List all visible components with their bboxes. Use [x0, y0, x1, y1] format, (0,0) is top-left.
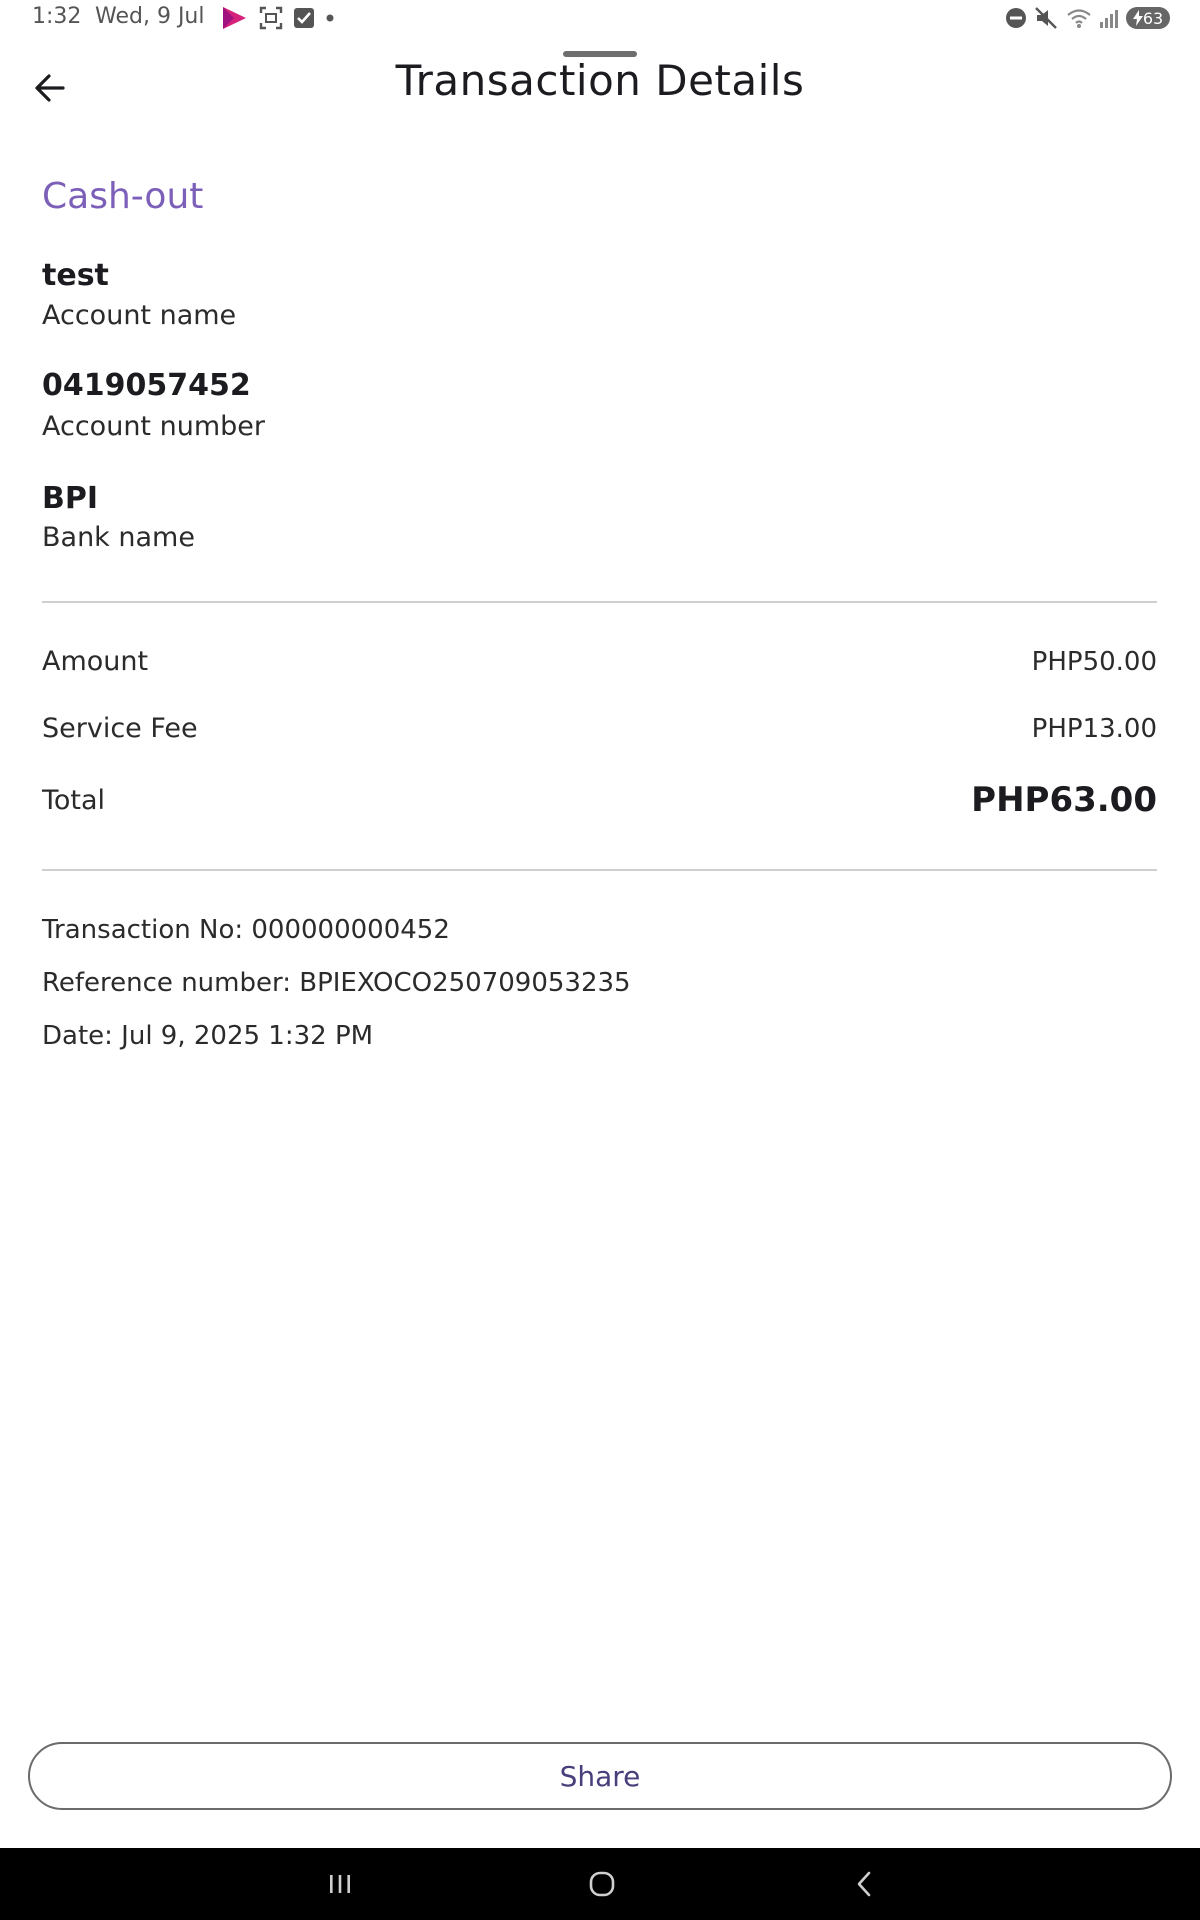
- transaction-date: Date: Jul 9, 2025 1:32 PM: [42, 1021, 374, 1051]
- nav-back-button[interactable]: [834, 1864, 894, 1904]
- service-fee-label: Service Fee: [42, 713, 198, 744]
- do-not-disturb-icon: [1004, 6, 1028, 30]
- bank-name-label: Bank name: [42, 522, 195, 553]
- reference-number: Reference number: BPIEXOCO250709053235: [42, 968, 631, 998]
- mute-icon: [1034, 6, 1060, 30]
- system-status-icons: [1004, 4, 1170, 32]
- amount-value: PHP50.00: [1031, 647, 1157, 677]
- wifi-icon: [1066, 6, 1092, 30]
- system-navigation-bar: [0, 1848, 1200, 1920]
- transaction-number: Transaction No: 000000000452: [42, 915, 450, 945]
- status-date: Wed, 9 Jul: [95, 4, 205, 29]
- signal-icon: [1098, 6, 1120, 30]
- bank-name-value: BPI: [42, 481, 99, 516]
- status-bar: [0, 0, 1200, 36]
- account-number-label: Account number: [42, 411, 265, 442]
- notification-icons: [220, 4, 336, 32]
- account-name-value: test: [42, 258, 109, 293]
- divider-bottom: [42, 869, 1157, 871]
- play-store-icon: [220, 5, 250, 31]
- battery-indicator: [1126, 7, 1170, 29]
- more-notifications-dot-icon: [324, 6, 336, 30]
- transaction-type: Cash-out: [42, 176, 204, 217]
- screenshot-icon: [258, 5, 284, 31]
- total-label: Total: [42, 785, 106, 816]
- service-fee-value: PHP13.00: [1031, 714, 1157, 744]
- status-time: 1:32: [32, 4, 82, 29]
- recent-apps-button[interactable]: [310, 1864, 370, 1904]
- home-icon: [587, 1869, 617, 1899]
- home-button[interactable]: [572, 1864, 632, 1904]
- divider-top: [42, 601, 1157, 603]
- amount-label: Amount: [42, 646, 149, 677]
- total-value: PHP63.00: [971, 780, 1157, 820]
- share-button[interactable]: Share: [28, 1742, 1172, 1810]
- recent-apps-icon: [325, 1872, 355, 1896]
- chevron-left-icon: [852, 1869, 876, 1899]
- account-name-label: Account name: [42, 300, 237, 331]
- checkbox-icon: [292, 6, 316, 30]
- account-number-value: 0419057452: [42, 368, 251, 403]
- charging-bolt-icon: [1133, 10, 1143, 26]
- page-title: Transaction Details: [395, 56, 805, 105]
- battery-level: 63: [1142, 8, 1164, 28]
